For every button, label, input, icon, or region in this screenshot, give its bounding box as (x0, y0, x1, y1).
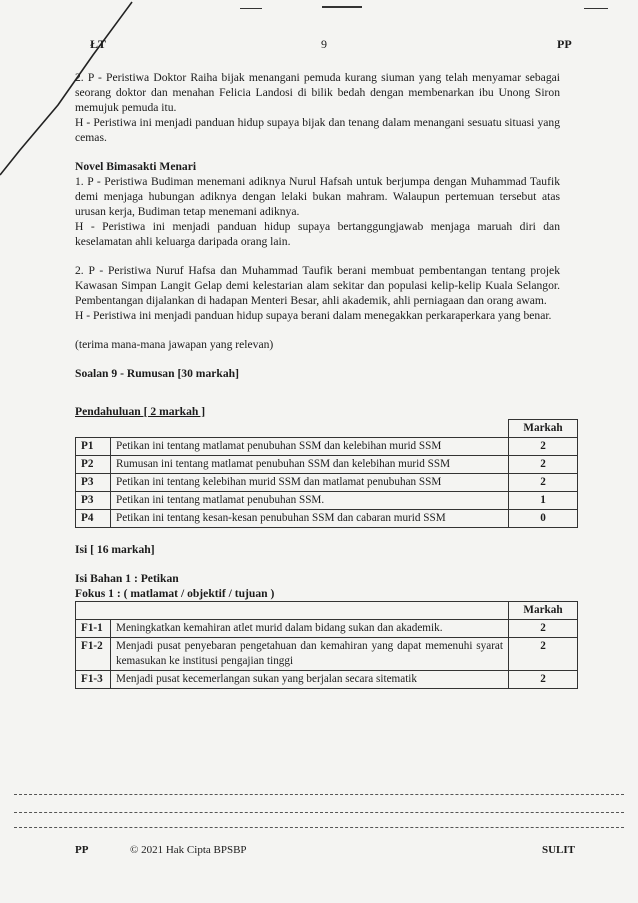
scan-mark-top (240, 8, 262, 9)
answer-lesson: H - Peristiwa ini menjadi panduan hidup supaya bertanggungjawab menjaga maruah diri dan keselamatan ahli keluarga daripada orang lain. (75, 220, 560, 248)
header-left: ŁT (90, 37, 107, 51)
answer-line (14, 812, 624, 813)
pendahuluan-title: Pendahuluan [ 2 markah ] (75, 405, 206, 418)
row-mark: 2 (509, 620, 578, 638)
footer-left: PP (75, 844, 89, 856)
table-row (76, 638, 578, 671)
row-code: P2 (76, 456, 111, 474)
table-row (76, 620, 578, 638)
row-text: Menjadi pusat penyebaran pengetahuan dan kemahiran yang dapat memenuhi syarat kemasukan ke institusi pengajian tinggi (111, 638, 509, 671)
row-mark: 1 (509, 492, 578, 510)
isi-bahan: Isi Bahan 1 : Petikan (75, 572, 179, 585)
table-row (76, 456, 578, 474)
isi-table (75, 601, 578, 689)
novel-title: Novel Bimasakti Menari (75, 160, 197, 173)
mark-header: Markah (509, 420, 578, 438)
answer-lesson: H - Peristiwa ini menjadi panduan hidup supaya bijak dan tenang dalam menangani sesuatu situasi yang cemas. (75, 116, 560, 144)
row-code: P3 (76, 474, 111, 492)
answer-point: 2. P - Peristiwa Nuruf Hafsa dan Muhammad Taufik berani membuat pembentangan tentang projek Kawasan Simpan Langit Gelap demi kelestarian alam sekitar dan populasi kelip-kelip Kuala Selangor. Pembentangan dijalankan di hadapan Menteri Besar, ahli akademik, ahli perniagaan dan orang awam. (75, 264, 560, 307)
row-code: F1-2 (76, 638, 111, 671)
accept-note: (terima mana-mana jawapan yang relevan) (75, 338, 274, 351)
answer-lesson: H - Peristiwa ini menjadi panduan hidup supaya berani dalam menegakkan perkaraperkara yang benar. (75, 309, 552, 322)
row-mark: 2 (509, 438, 578, 456)
row-code: P1 (76, 438, 111, 456)
scan-mark-top (322, 6, 362, 8)
table-row (76, 510, 578, 528)
mark-header: Markah (509, 602, 578, 620)
footer-right: SULIT (542, 844, 576, 856)
question-title: Soalan 9 - Rumusan [30 markah] (75, 367, 239, 380)
row-mark: 0 (509, 510, 578, 528)
row-mark: 2 (509, 638, 578, 671)
table-row (76, 671, 578, 689)
answer-line (14, 794, 624, 795)
pendahuluan-table (75, 419, 578, 528)
answer-line (14, 827, 624, 828)
row-code: P3 (76, 492, 111, 510)
row-text: Petikan ini tentang matlamat penubuhan SSM dan kelebihan murid SSM (111, 438, 509, 456)
row-text: Petikan ini tentang kelebihan murid SSM dan matlamat penubuhan SSM (111, 474, 509, 492)
table-row (76, 474, 578, 492)
row-text: Meningkatkan kemahiran atlet murid dalam bidang sukan dan akademik. (111, 620, 509, 638)
row-text: Menjadi pusat kecemerlangan sukan yang berjalan secara sitematik (111, 671, 509, 689)
row-mark: 2 (509, 456, 578, 474)
row-code: P4 (76, 510, 111, 528)
isi-title: Isi [ 16 markah] (75, 543, 155, 556)
answer-point: 1. P - Peristiwa Budiman menemani adiknya Nurul Hafsah untuk berjumpa dengan Muhammad Taufik demi menjaga hubungan adiknya dengan lelaki bukan mahram. Walaupun pertemuan tersebut atas urusan kerja, Budiman tetap menemani adiknya. (75, 175, 560, 218)
row-text: Petikan ini tentang kesan-kesan penubuhan SSM dan cabaran murid SSM (111, 510, 509, 528)
table-row (76, 438, 578, 456)
fokus-title: Fokus 1 : ( matlamat / objektif / tujuan ) (75, 587, 275, 600)
row-mark: 2 (509, 671, 578, 689)
footer-copyright: © 2021 Hak Cipta BPSBP (130, 844, 247, 856)
answer-point: 2. P - Peristiwa Doktor Raiha bijak menangani pemuda kurang siuman yang telah menyamar sebagai seorang doktor dan menahan Felicia Landosi di bilik bedah dengan membenarkan ibu Unong Siron memujuk pemuda itu. (75, 71, 560, 114)
row-mark: 2 (509, 474, 578, 492)
main-content (75, 70, 563, 689)
scan-mark-top (584, 8, 608, 9)
row-code: F1-1 (76, 620, 111, 638)
table-row (76, 492, 578, 510)
header-right: PP (557, 37, 572, 51)
row-text: Rumusan ini tentang matlamat penubuhan SSM dan kelebihan murid SSM (111, 456, 509, 474)
page-number: 9 (321, 37, 327, 51)
row-text: Petikan ini tentang matlamat penubuhan SSM. (111, 492, 509, 510)
row-code: F1-3 (76, 671, 111, 689)
